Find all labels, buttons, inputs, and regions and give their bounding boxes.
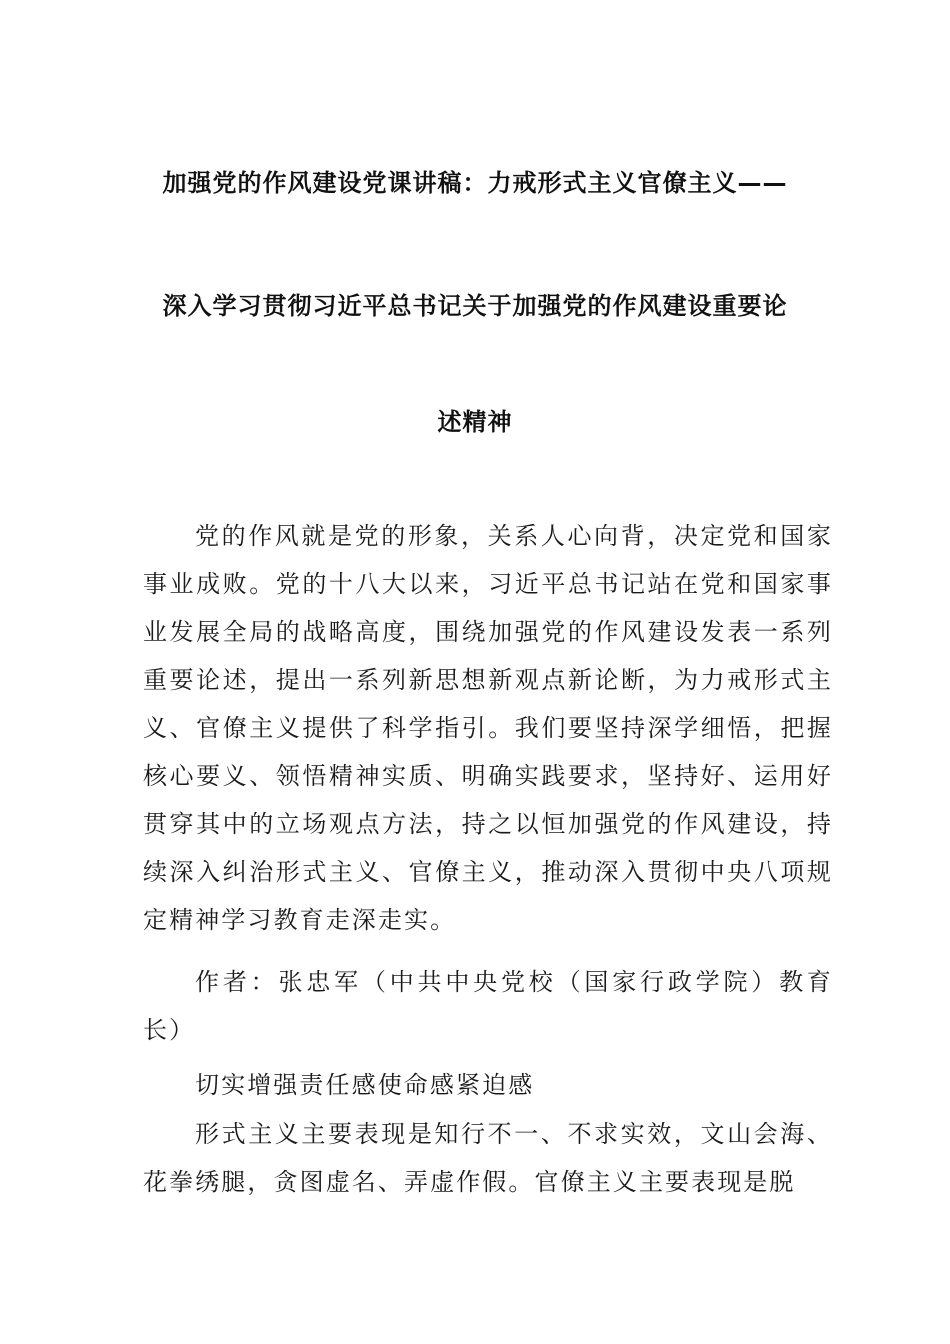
body-block-author bbox=[143, 958, 833, 1054]
title-line-2: 深入学习贯彻习近平总书记关于加强党的作风建设重要论 bbox=[162, 292, 788, 320]
title-line-1: 加强党的作风建设党课讲稿：力戒形式主义官僚主义—— bbox=[162, 169, 788, 197]
author-paragraph: 作者：张忠军（中共中央党校（国家行政学院）教育长） bbox=[143, 968, 833, 1044]
body-block-section bbox=[143, 1110, 833, 1206]
intro-paragraph: 党的作风就是党的形象，关系人心向背，决定党和国家事业成败。党的十八大以来，习近平总书记站在党和国家事业发展全局的战略高度，围绕加强党的作风建设发表一系列重要论述，提出一系列新思想新观点新论断，为力戒形式主义、官僚主义提供了科学指引。我们要坚持深学细悟，把握核心要义、领悟精神实质、明确实践要求，坚持好、运用好贯穿其中的立场观点方法，持之以恒加强党的作风建设，持续深入纠治形式主义、官僚主义，推动深入贯彻中央八项规定精神学习教育走深走实。 bbox=[143, 522, 833, 934]
title-line-3: 述精神 bbox=[437, 408, 513, 436]
body-block-heading bbox=[143, 1061, 833, 1109]
section-heading: 切实增强责任感使命感紧迫感 bbox=[195, 1071, 535, 1099]
section-paragraph: 形式主义主要表现是知行不一、不求实效，文山会海、花拳绣腿，贪图虚名、弄虚作假。官僚主义主要表现是脱 bbox=[143, 1120, 833, 1196]
body-block-intro bbox=[143, 512, 833, 944]
